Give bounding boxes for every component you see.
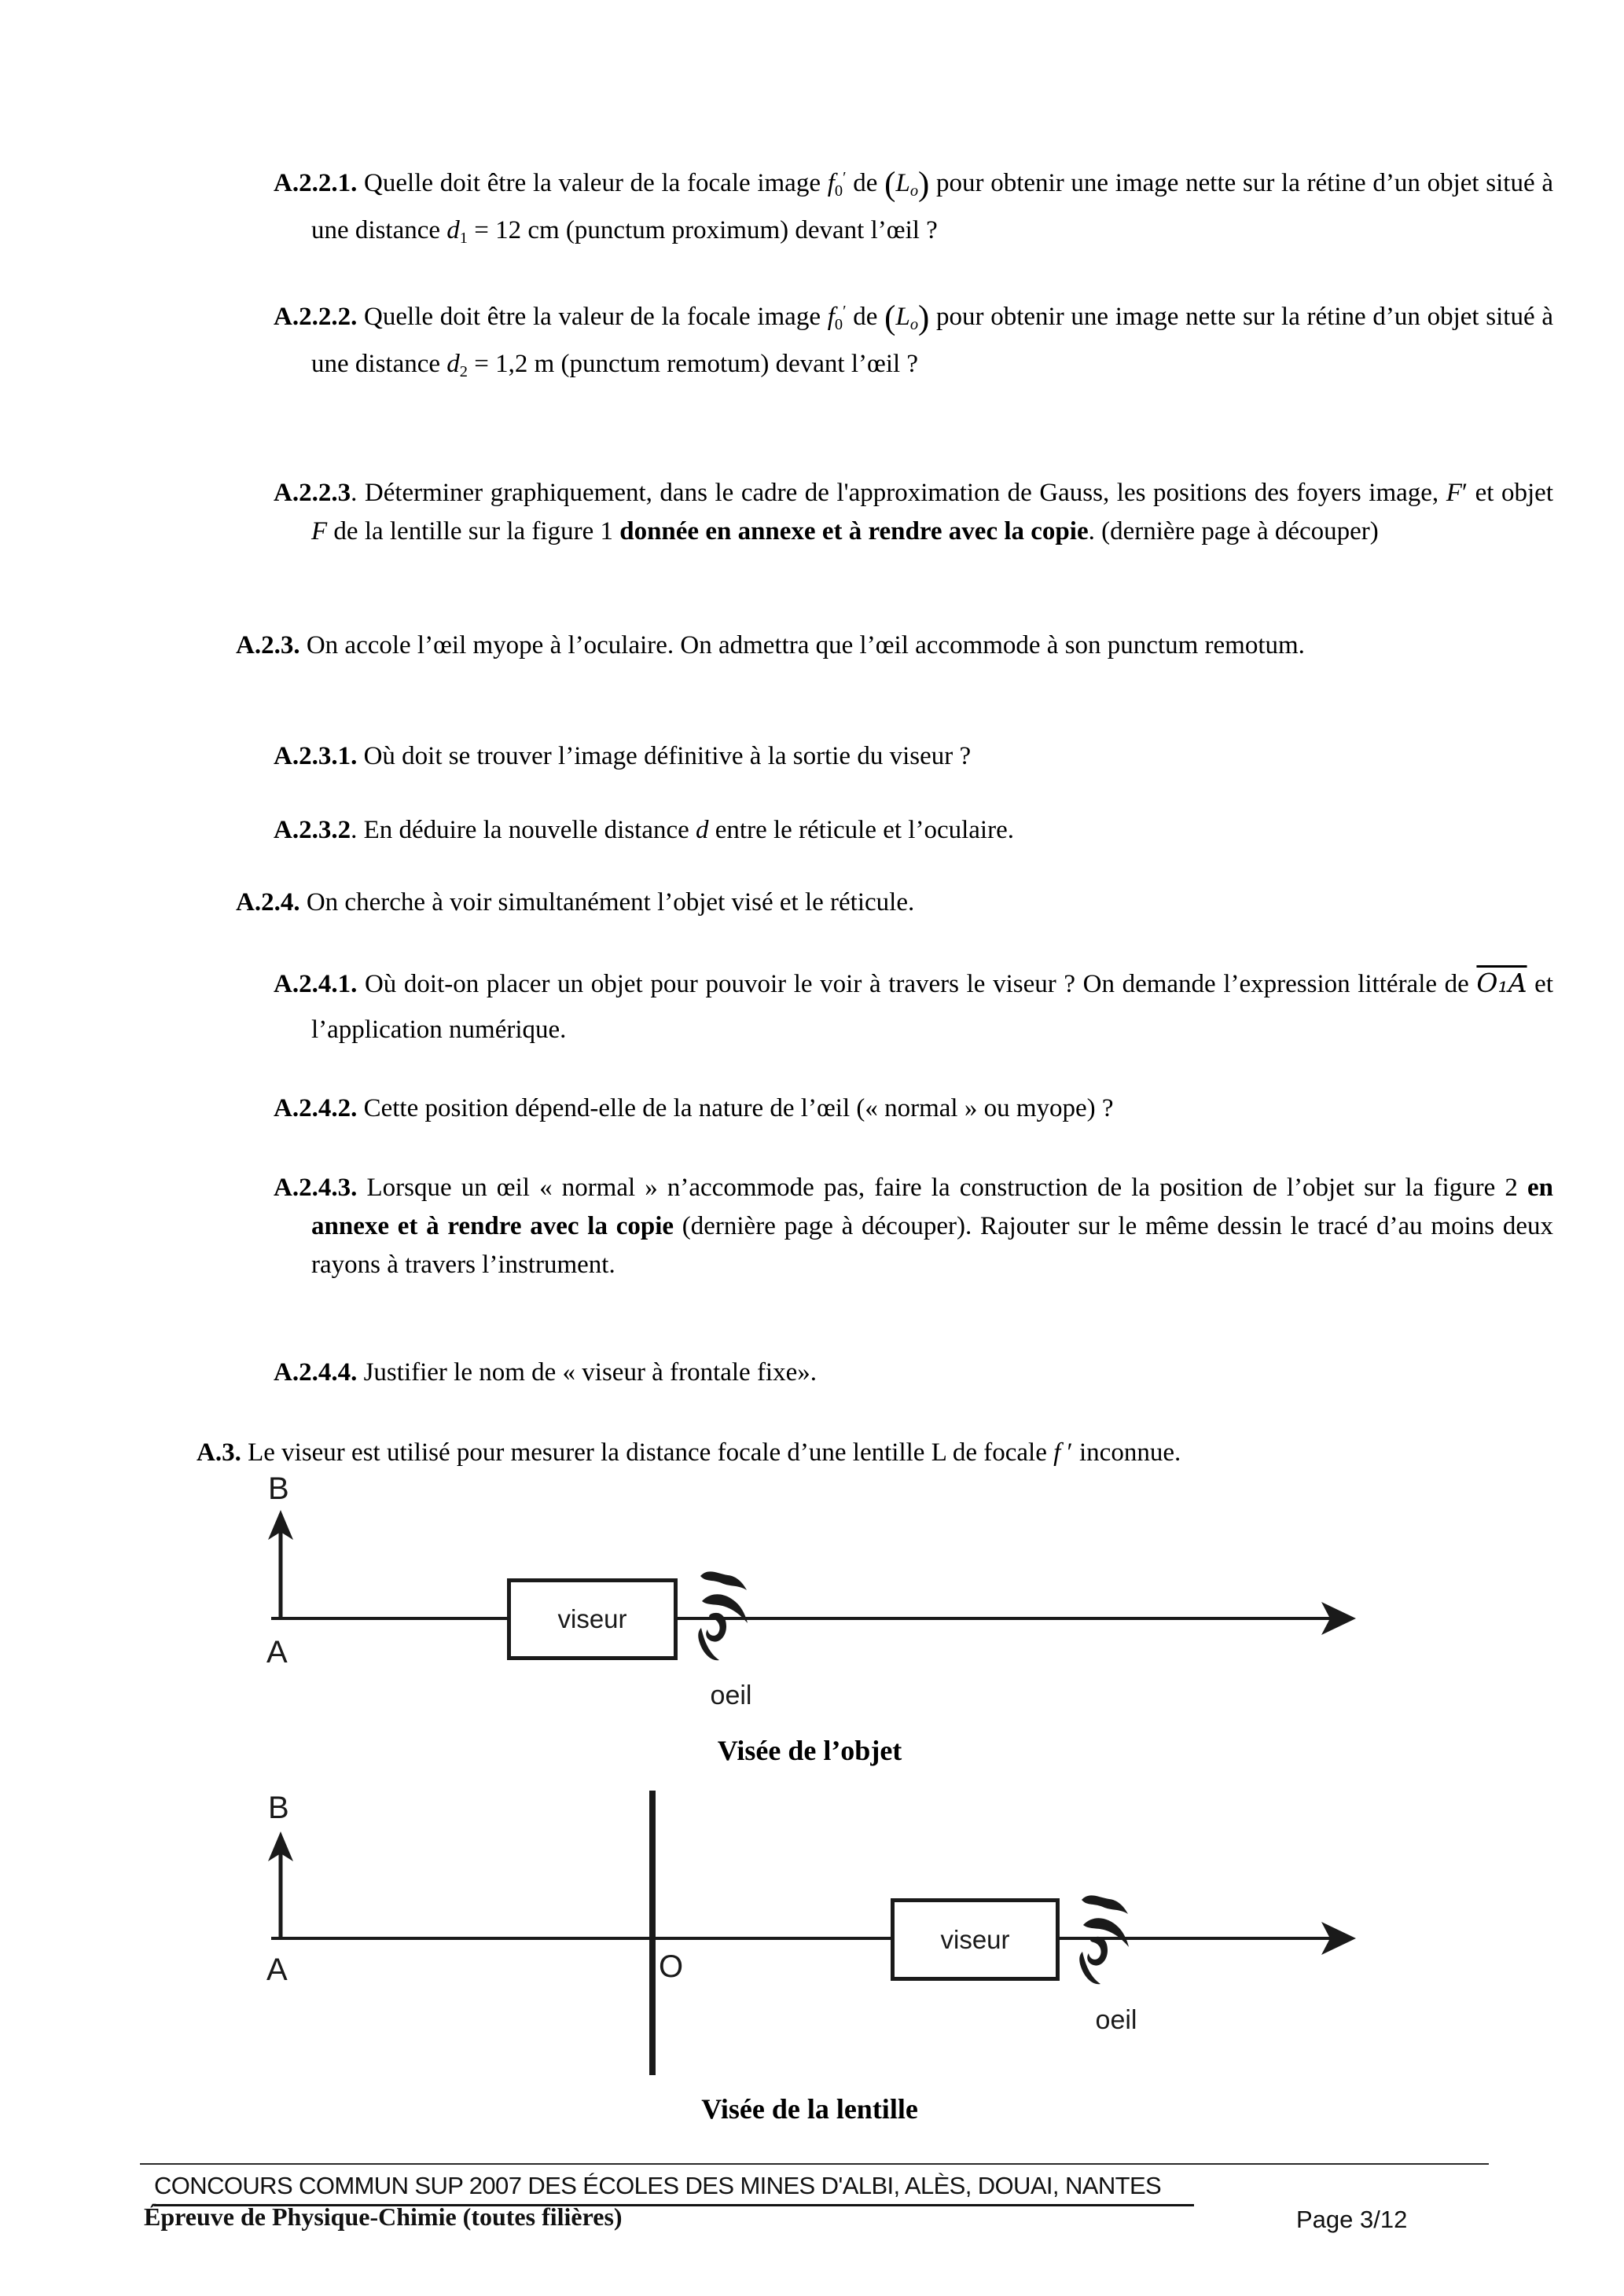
footer-page-number: Page 3/12 xyxy=(1296,2206,1408,2233)
figure2-label-O: O xyxy=(659,1949,684,1984)
question-A.2.3: A.2.3. On accole l’œil myope à l’oculaire. On admettra que l’œil accommode à son punctum remotum. xyxy=(236,631,1305,659)
question-A.2.4.3: A.2.4.3. Lorsque un œil « normal » n’accommode pas, faire la construction de la position de l’objet sur la figure 2 en annexe et à rendre avec la copie (dernière page à découper). Rajouter sur le même dessin le tracé d’au moins deux rayons à travers l’instrument. xyxy=(274,1174,1553,1279)
question-A.2.2.2: A.2.2.2. Quelle doit être la valeur de la focale image $f_0'$ de (Lo) pour obtenir une image nette sur la rétine d’un objet situé à une distance $d_2 = 1,2$ m (punctum remotum) devant l’œil ? xyxy=(274,299,1553,381)
figure1-viseur-box xyxy=(507,1578,678,1660)
question-A.2.3.2: A.2.3.2. En déduire la nouvelle distance d entre le réticule et l’oculaire. xyxy=(274,816,1014,844)
figure2-caption: Visée de la lentille xyxy=(701,2093,918,2125)
question-A.3: A.3. Le viseur est utilisé pour mesurer la distance focale d’une lentille L de focale f ′ inconnue. xyxy=(197,1438,1181,1467)
question-A.2.4.1: A.2.4.1. Où doit-on placer un objet pour pouvoir le voir à travers le viseur ? On demande l’expression littérale de O₁A et l’application numérique. xyxy=(274,968,1553,1044)
question-A.2.2.3: A.2.2.3. Déterminer graphiquement, dans le cadre de l'approximation de Gauss, les positions des foyers image, F′ et objet F de la lentille sur la figure 1 donnée en annexe et à rendre avec la copie. (dernière page à découper) xyxy=(274,479,1553,546)
figure1-label-A: A xyxy=(266,1635,288,1670)
question-A.2.4.4: A.2.4.4. Justifier le nom de « viseur à frontale fixe». xyxy=(274,1358,817,1387)
question-A.2.3.1: A.2.3.1. Où doit se trouver l’image définitive à la sortie du viseur ? xyxy=(274,742,972,770)
figure1-eye-icon xyxy=(698,1571,748,1660)
figure1-oeil-label: oeil xyxy=(710,1681,752,1710)
question-A.2.4: A.2.4. On cherche à voir simultanément l’objet visé et le réticule. xyxy=(236,888,915,917)
question-A.2.4.2: A.2.4.2. Cette position dépend-elle de la nature de l’œil (« normal » ou myope) ? xyxy=(274,1094,1114,1122)
figure1-label-B: B xyxy=(268,1471,289,1506)
footer-rule xyxy=(140,2163,1489,2165)
figure1-viseur-label: viseur xyxy=(557,1604,627,1633)
question-A.2.2.1: A.2.2.1. Quelle doit être la valeur de la focale image $f_0'$ de (Lo) pour obtenir une image nette sur la rétine d’un objet situé à une distance $d_1 = 12$ cm (punctum proximum) devant l’œil ? xyxy=(274,166,1553,248)
figure2-label-A: A xyxy=(266,1953,288,1987)
figure1-diagram xyxy=(236,1470,1399,1714)
footer-concours-title: CONCOURS COMMUN SUP 2007 DES ÉCOLES DES MINES D'ALBI, ALÈS, DOUAI, NANTES xyxy=(154,2172,1194,2206)
figure2-diagram xyxy=(236,1784,1399,2083)
figure2-viseur-label: viseur xyxy=(940,1924,1010,1954)
footer-epreuve-label: Épreuve de Physique-Chimie (toutes filières) xyxy=(144,2202,623,2231)
figure2-label-B: B xyxy=(268,1791,289,1825)
figure2-oeil-label: oeil xyxy=(1095,2005,1137,2035)
figure1-caption: Visée de l’objet xyxy=(717,1735,902,1766)
figure2-viseur-box xyxy=(891,1898,1060,1981)
